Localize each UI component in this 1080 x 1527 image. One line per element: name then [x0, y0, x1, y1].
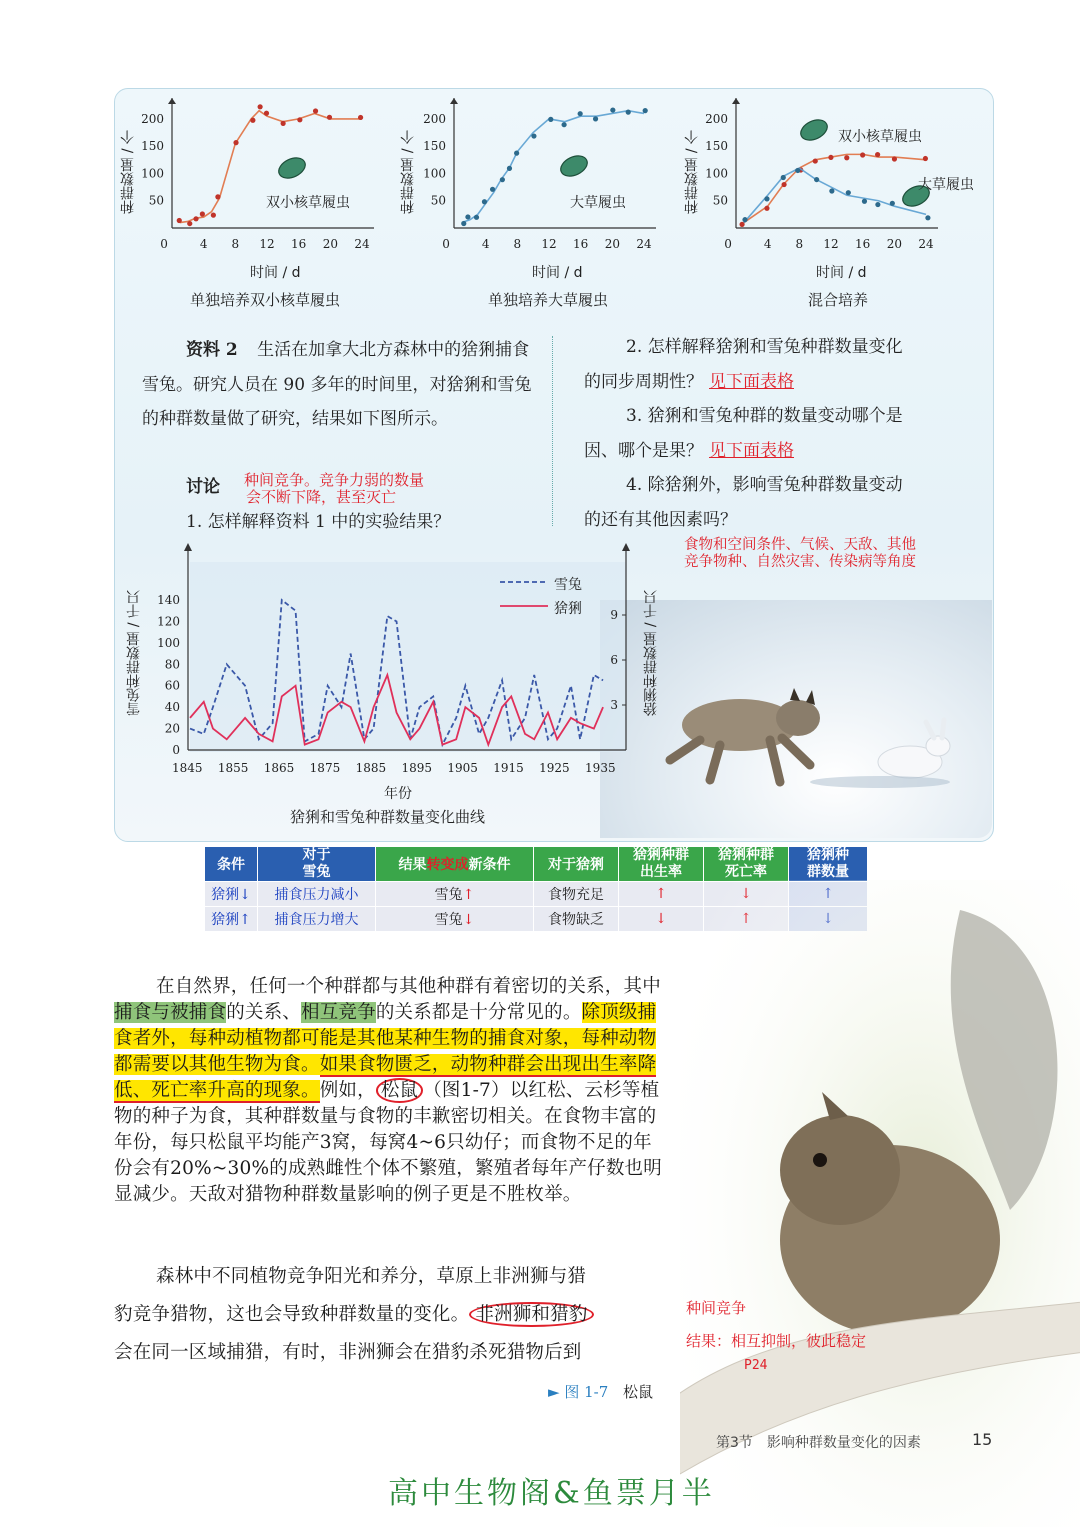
y-axis-arrow — [732, 98, 740, 104]
data-point — [844, 155, 849, 160]
highlight-predation: 捕食与被捕食 — [114, 1002, 227, 1023]
c3-caption: 混合培养 — [808, 291, 869, 309]
y-tick-label: 100 — [705, 166, 728, 181]
th-lynx-death: 猞猁种群 死亡率 — [704, 847, 789, 882]
data-point — [531, 133, 536, 138]
data-point — [742, 217, 747, 222]
data-point — [358, 115, 363, 120]
data-point — [327, 115, 332, 120]
y-tick-label: 50 — [148, 193, 164, 208]
data-point — [593, 116, 598, 121]
data-point — [739, 222, 744, 227]
y2-axis-arrow — [622, 543, 630, 551]
discuss-label: 讨论 — [186, 477, 220, 497]
y-axis-arrow — [168, 98, 176, 104]
note-q4 — [684, 537, 916, 571]
note-q1 — [244, 472, 424, 506]
c3-species-b: 大草履虫 — [918, 177, 974, 193]
note-result: 结果：相互抑制，彼此稳定 — [686, 1332, 867, 1350]
paragraph-2: 森林中不同植物竞争阳光和养分，草原上非洲狮与猎 豹竞争猎物，这也会导致种群数量的变化。 非洲狮和猎豹 会在同一区域捕猎，有时，非洲狮会在猎豹杀死猎物后到 — [114, 1258, 670, 1372]
data-point — [846, 190, 851, 195]
y-tick-label: 200 — [423, 111, 446, 126]
series-line — [744, 168, 926, 223]
y2-tick-label: 9 — [610, 608, 618, 622]
cell: ↑ — [619, 882, 704, 907]
c1-species: 双小核草履虫 — [266, 195, 350, 211]
hare-head — [926, 736, 950, 756]
cell: ↓ — [619, 907, 704, 932]
x-tick-label: 0 — [724, 237, 732, 251]
watermark-text: 高中生物阁&鱼票月半 — [388, 1476, 715, 1511]
data-point — [264, 111, 269, 116]
paragraph-1: 在自然界，任何一个种群都与其他种群有着密切的关系，其中捕食与被捕食的关系、相互竞争的关系都是十分常见的。除顶级捕食者外，每种动植物都可能是其他某种生物的捕食对象，每种动物都需要以其他生物为食。如果食物匮乏，动物种群会出现出生率降低、死亡率升高的现象。例如， 松鼠 （图1-7）以红松、云杉等植物的种子为食，其种群数量与食物的丰歉密切相关。在食物丰富的年份，每只松鼠平均能产3窝，每窝4~6只幼仔；而食物不足的年份会有20%~30%的成熟雌性个体不繁殖，繁殖者每年产仔数也明显减少。天敌对猎物种群数量影响的例子更是不胜枚举。 — [114, 976, 662, 1205]
th-lynx-count: 猞猁种 群数量 — [789, 847, 868, 882]
y-tick-label: 150 — [705, 139, 728, 154]
cell: 捕食压力增大 — [258, 907, 376, 932]
highlight-food-shortage: 如果食物匮乏，动物种群会出现出生率降低、死亡率升高的现象。 — [114, 1054, 657, 1101]
data-point — [764, 206, 769, 211]
data-point — [465, 214, 470, 219]
c2-caption: 单独培养大草履虫 — [488, 291, 609, 309]
y2-tick-label: 3 — [610, 698, 618, 712]
data-point — [474, 215, 479, 220]
x-tick-label: 0 — [160, 237, 168, 251]
y-tick-label: 80 — [164, 657, 180, 672]
q3-line2: 因、哪个是果？ — [584, 440, 703, 461]
chart-solo-caudatum — [423, 98, 656, 251]
lynx-head — [776, 700, 820, 736]
data-point — [828, 155, 833, 160]
data-point — [187, 221, 192, 226]
data-point — [215, 194, 220, 199]
cell: 捕食压力减小 — [258, 882, 376, 907]
x-tick-label: 1845 — [172, 761, 203, 775]
paramecium-icon — [798, 116, 831, 144]
x-tick-label: 16 — [855, 237, 871, 251]
q2-line1: 2. 怎样解释猞猁和雪兔种群数量变化 — [626, 337, 903, 357]
data-point — [548, 117, 553, 122]
y-tick-label: 200 — [141, 111, 164, 126]
cell: 雪兔↓ — [376, 907, 534, 932]
y-tick-label: 120 — [157, 614, 180, 629]
column-divider — [552, 336, 553, 526]
y-tick-label: 100 — [423, 166, 446, 181]
x-tick-label: 8 — [231, 237, 240, 251]
hare-ears — [926, 720, 944, 738]
data-point — [514, 151, 519, 156]
x-tick-label: 20 — [322, 237, 338, 251]
y-tick-label: 50 — [712, 193, 728, 208]
y-tick-label: 150 — [423, 139, 446, 154]
data-point — [813, 158, 818, 163]
x-tick-label: 24 — [636, 237, 652, 251]
th-result: 结果转变成新条件 — [376, 847, 534, 882]
data-point — [258, 104, 263, 109]
data-point — [875, 152, 880, 157]
cell: 雪兔↑ — [376, 882, 534, 907]
x-tick-label: 0 — [442, 237, 450, 251]
data-point — [610, 107, 615, 112]
page-number: 15 — [972, 1430, 993, 1449]
x-tick-label: 20 — [886, 237, 902, 251]
figure-caption: ► 图 1-7 松鼠 — [548, 1383, 654, 1401]
question-1: 1. 怎样解释资料 1 中的实验结果？ — [186, 512, 451, 532]
th-condition: 条件 — [205, 847, 258, 882]
x-tick-label: 20 — [604, 237, 620, 251]
q3-answer: 见下面表格 — [709, 440, 794, 461]
data-point — [297, 117, 302, 122]
data-point — [281, 121, 286, 126]
x-tick-label: 1925 — [539, 761, 570, 775]
lynx-hare-illustration — [660, 670, 980, 810]
x-tick-label: 4 — [481, 237, 490, 251]
y-tick-label: 150 — [141, 139, 164, 154]
x-tick-label: 1875 — [309, 761, 341, 775]
data-point — [814, 177, 819, 182]
data-point — [250, 118, 255, 123]
x-tick-label: 16 — [573, 237, 589, 251]
x-tick-label: 1865 — [263, 761, 295, 775]
x-tick-label: 1895 — [401, 761, 433, 775]
y-tick-label: 60 — [164, 678, 180, 693]
x-tick-label: 12 — [259, 237, 275, 251]
c2-ylabel: 种群数量 / 个 — [400, 130, 416, 214]
note-q4-line1: 食物和空间条件、气候、天敌、其他 — [684, 537, 916, 553]
y-tick-label: 40 — [164, 700, 180, 715]
data-point — [829, 188, 834, 193]
shadow — [810, 776, 950, 788]
note-q1-line2: 会不断下降，甚至灭亡 — [246, 488, 397, 506]
c1-xlabel: 时间 / d — [250, 265, 301, 281]
y-tick-label: 100 — [157, 635, 180, 650]
lynx-ylabel: 猞猁种群数量 / 千只 — [643, 590, 659, 716]
data-point — [781, 182, 786, 187]
note-competition: 种间竞争 — [686, 1299, 747, 1317]
data-point — [578, 111, 583, 116]
x-tick-label: 12 — [541, 237, 557, 251]
circled-squirrel: 松鼠 — [376, 1078, 423, 1103]
q2-line2: 的同步周期性？ — [584, 371, 703, 392]
data-point — [860, 152, 865, 157]
paramecium-charts — [114, 88, 992, 318]
x-tick-label: 24 — [918, 237, 934, 251]
cell: 食物充足 — [534, 882, 619, 907]
data-point — [795, 168, 800, 173]
data-point — [626, 110, 631, 115]
squirrel-head — [780, 1115, 900, 1225]
x-tick-label: 1885 — [355, 761, 387, 775]
paramecium-icon — [558, 152, 591, 180]
highlight-prey: 除顶级捕食者外，每种动植物都可能是其他某种生物的捕食对象，每种动物都需要以其他生物为食。 — [114, 1002, 657, 1075]
data-point — [211, 213, 216, 218]
data-point — [490, 187, 495, 192]
lynx-caption: 猞猁和雪兔种群数量变化曲线 — [290, 808, 486, 826]
data-point — [643, 108, 648, 113]
questions-right — [584, 330, 984, 537]
c2-species: 大草履虫 — [570, 195, 626, 211]
y-axis-arrow — [450, 98, 458, 104]
data-point — [200, 211, 205, 216]
x-tick-label: 1905 — [447, 761, 478, 775]
x-tick-label: 24 — [354, 237, 370, 251]
x-tick-label: 1915 — [493, 761, 524, 775]
data-point — [862, 199, 867, 204]
data-point — [500, 177, 505, 182]
note-q4-line2: 竞争物种、自然灾害、传染病等角度 — [684, 554, 916, 570]
data-point — [177, 218, 182, 223]
footer-section: 第3节 影响种群数量变化的因素 — [716, 1435, 921, 1451]
x-tick-label: 4 — [199, 237, 208, 251]
cell: 猞猁↓ — [205, 882, 258, 907]
x-tick-label: 8 — [795, 237, 804, 251]
legend-lynx: 猞猁 — [554, 601, 582, 617]
squirrel-eye — [813, 1153, 827, 1167]
th-for-lynx: 对于猞猁 — [534, 847, 619, 882]
c3-ylabel: 种群数量 / 个 — [684, 130, 700, 214]
data-point — [461, 221, 466, 226]
material2-label: 资料 2 — [186, 340, 238, 360]
c1-ylabel: 种群数量 / 个 — [120, 130, 136, 214]
data-point — [890, 201, 895, 206]
note-page: P24 — [744, 1358, 768, 1373]
note-q1-line1: 种间竞争。竞争力弱的数量 — [244, 471, 425, 489]
y-axis-arrow — [184, 543, 192, 551]
chart-solo-aurelia — [141, 98, 374, 251]
data-point — [764, 196, 769, 201]
circled-lion-cheetah: 非洲狮和猎豹 — [469, 1302, 593, 1327]
cell: 食物缺乏 — [534, 907, 619, 932]
data-point — [561, 122, 566, 127]
data-point — [925, 215, 930, 220]
data-point — [892, 156, 897, 161]
c3-xlabel: 时间 / d — [816, 265, 867, 281]
material2-body: 生活在加拿大北方森林中的猞猁捕食雪兔。研究人员在 90 多年的时间里，对猞猁和雪兔的种群数量做了研究，结果如下图所示。 — [142, 340, 532, 429]
data-point — [482, 199, 487, 204]
q4-line2: 的还有其他因素吗？ — [584, 509, 737, 530]
data-point — [193, 216, 198, 221]
squirrel-photo — [680, 880, 1080, 1527]
x-tick-label: 1855 — [217, 761, 249, 775]
data-point — [507, 166, 512, 171]
y-tick-label: 200 — [705, 111, 728, 126]
legend-hare: 雪兔 — [554, 577, 582, 593]
highlight-competition: 相互竞争 — [301, 1002, 376, 1023]
data-point — [233, 140, 238, 145]
data-point — [313, 108, 318, 113]
y2-tick-label: 6 — [610, 653, 618, 667]
chart-mixed — [705, 98, 938, 251]
x-tick-label: 8 — [513, 237, 522, 251]
th-for-hare: 对于 雪兔 — [258, 847, 376, 882]
y-tick-label: 0 — [172, 743, 180, 757]
y-tick-label: 100 — [141, 166, 164, 181]
th-lynx-birth: 猞猁种群 出生率 — [619, 847, 704, 882]
y-tick-label: 20 — [164, 721, 180, 736]
q4-line1: 4. 除猞猁外，影响雪兔种群数量变动 — [626, 475, 903, 495]
c1-caption: 单独培养双小核草履虫 — [190, 291, 341, 309]
y-tick-label: 50 — [430, 193, 446, 208]
caption-arrow-icon: ► — [548, 1383, 560, 1401]
q2-answer: 见下面表格 — [709, 371, 794, 392]
data-point — [923, 156, 928, 161]
cell: 猞猁↑ — [205, 907, 258, 932]
paramecium-icon — [276, 154, 309, 182]
hare-ylabel: 雪兔种群数量 / 千只 — [126, 590, 142, 716]
data-point — [875, 202, 880, 207]
material2-text — [142, 333, 537, 437]
c3-species-a: 双小核草履虫 — [838, 129, 922, 145]
x-tick-label: 1935 — [585, 761, 616, 775]
x-tick-label: 16 — [291, 237, 307, 251]
lynx-xlabel: 年份 — [384, 786, 412, 802]
x-tick-label: 12 — [823, 237, 839, 251]
q3-line1: 3. 猞猁和雪兔种群的数量变动哪个是 — [626, 406, 903, 426]
x-tick-label: 4 — [763, 237, 772, 251]
y-tick-label: 140 — [157, 593, 180, 607]
data-point — [781, 175, 786, 180]
c2-xlabel: 时间 / d — [532, 265, 583, 281]
